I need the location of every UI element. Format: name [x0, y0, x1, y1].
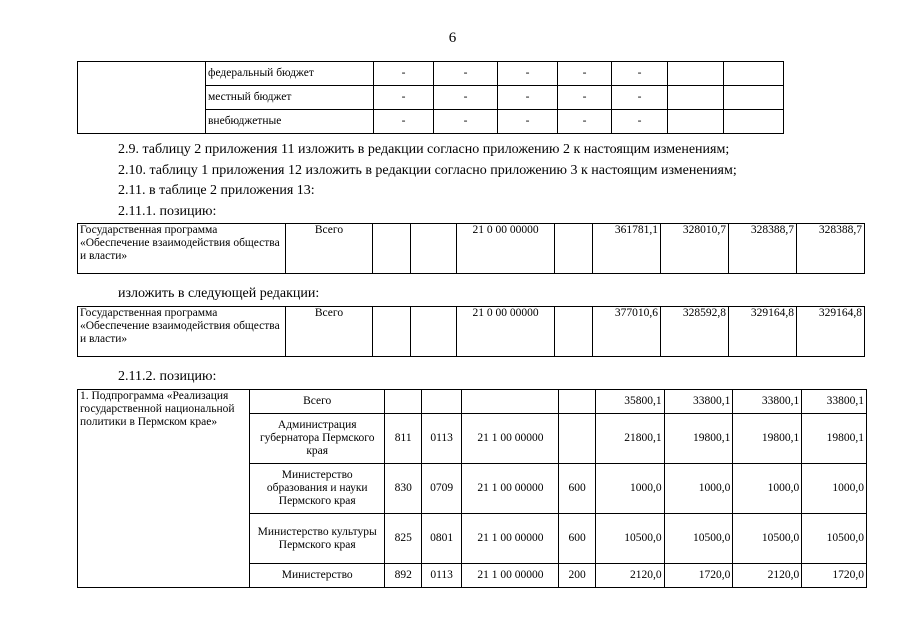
value-cell: 328592,8: [661, 307, 729, 357]
cell: -: [558, 86, 612, 110]
cell: -: [558, 110, 612, 134]
admin-cell: Министерство: [249, 564, 385, 588]
source-label: внебюджетные: [206, 110, 374, 134]
value-cell: 1000,0: [802, 464, 867, 514]
vr-cell: 600: [559, 464, 595, 514]
csr-cell: 21 0 00 00000: [457, 224, 555, 274]
rzpr-cell: [421, 390, 461, 414]
csr-cell: [462, 390, 559, 414]
source-label: местный бюджет: [206, 86, 374, 110]
value-cell: 21800,1: [595, 414, 664, 464]
grbs-cell: 830: [385, 464, 421, 514]
source-label: федеральный бюджет: [206, 62, 374, 86]
page-number: 6: [448, 30, 457, 46]
funding-sources-table: [77, 61, 784, 134]
rzpr-cell: 0113: [421, 564, 461, 588]
value-cell: 33800,1: [802, 390, 867, 414]
value-cell: 1000,0: [595, 464, 664, 514]
value-cell: 1000,0: [664, 464, 733, 514]
rzpr-cell: 0113: [421, 414, 461, 464]
value-cell: 2120,0: [595, 564, 664, 588]
value-cell: 361781,1: [593, 224, 661, 274]
paragraph-new-edition: изложить в следующей редакции:: [118, 286, 320, 301]
value-cell: 35800,1: [595, 390, 664, 414]
cell: [668, 62, 724, 86]
csr-cell: 21 1 00 00000: [462, 564, 559, 588]
rzpr-cell: 0709: [421, 464, 461, 514]
empty-cell: [78, 62, 206, 134]
cell: [724, 62, 784, 86]
value-cell: 33800,1: [733, 390, 802, 414]
cell: -: [612, 62, 668, 86]
grbs-cell: 811: [385, 414, 421, 464]
value-cell: 19800,1: [664, 414, 733, 464]
admin-cell: Всего: [286, 224, 373, 274]
cell: [668, 86, 724, 110]
csr-cell: 21 1 00 00000: [462, 514, 559, 564]
cell: -: [374, 86, 434, 110]
subprogram-name: 1. Подпрограмма «Реализация государственной национальной политики в Пермском крае»: [78, 390, 250, 588]
admin-cell: Всего: [286, 307, 373, 357]
cell: -: [498, 110, 558, 134]
value-cell: 10500,0: [733, 514, 802, 564]
value-cell: 1720,0: [802, 564, 867, 588]
subprogram-table: [77, 389, 867, 588]
paragraph-2-11-1: 2.11.1. позицию:: [118, 204, 217, 219]
paragraph-2-10: 2.10. таблицу 1 приложения 12 изложить в редакции согласно приложению 3 к настоящим изменениям;: [118, 163, 737, 178]
value-cell: 1720,0: [664, 564, 733, 588]
admin-cell: Администрация губернатора Пермского края: [249, 414, 385, 464]
cell: [724, 110, 784, 134]
value-cell: 10500,0: [802, 514, 867, 564]
value-cell: 33800,1: [664, 390, 733, 414]
cell: -: [434, 86, 498, 110]
value-cell: 10500,0: [595, 514, 664, 564]
value-cell: 329164,8: [729, 307, 797, 357]
vr-cell: 600: [559, 514, 595, 564]
vr-cell: [559, 414, 595, 464]
paragraph-2-9: 2.9. таблицу 2 приложения 11 изложить в редакции согласно приложению 2 к настоящим изменениям;: [118, 142, 730, 157]
value-cell: 329164,8: [797, 307, 865, 357]
new-position-table: [77, 306, 865, 357]
value-cell: 19800,1: [733, 414, 802, 464]
value-cell: 328010,7: [661, 224, 729, 274]
grbs-cell: [373, 224, 411, 274]
value-cell: 328388,7: [797, 224, 865, 274]
cell: [724, 86, 784, 110]
cell: -: [434, 62, 498, 86]
paragraph-2-11-2: 2.11.2. позицию:: [118, 369, 217, 384]
cell: -: [434, 110, 498, 134]
admin-cell: Министерство образования и науки Пермского края: [249, 464, 385, 514]
grbs-cell: [373, 307, 411, 357]
vr-cell: 200: [559, 564, 595, 588]
vr-cell: [559, 390, 595, 414]
old-position-table: [77, 223, 865, 274]
grbs-cell: [385, 390, 421, 414]
admin-cell: Всего: [249, 390, 385, 414]
cell: -: [612, 110, 668, 134]
cell: [668, 110, 724, 134]
cell: -: [374, 110, 434, 134]
csr-cell: 21 1 00 00000: [462, 464, 559, 514]
rzpr-cell: 0801: [421, 514, 461, 564]
value-cell: 377010,6: [593, 307, 661, 357]
cell: -: [498, 86, 558, 110]
paragraph-2-11: 2.11. в таблице 2 приложения 13:: [118, 183, 315, 198]
cell: -: [374, 62, 434, 86]
cell: -: [612, 86, 668, 110]
csr-cell: 21 1 00 00000: [462, 414, 559, 464]
vr-cell: [555, 224, 593, 274]
cell: -: [558, 62, 612, 86]
grbs-cell: 892: [385, 564, 421, 588]
program-name: Государственная программа «Обеспечение взаимодействия общества и власти»: [78, 224, 286, 274]
value-cell: 2120,0: [733, 564, 802, 588]
value-cell: 19800,1: [802, 414, 867, 464]
value-cell: 1000,0: [733, 464, 802, 514]
csr-cell: 21 0 00 00000: [457, 307, 555, 357]
value-cell: 10500,0: [664, 514, 733, 564]
grbs-cell: 825: [385, 514, 421, 564]
cell: -: [498, 62, 558, 86]
rzpr-cell: [411, 307, 457, 357]
value-cell: 328388,7: [729, 224, 797, 274]
vr-cell: [555, 307, 593, 357]
rzpr-cell: [411, 224, 457, 274]
program-name: Государственная программа «Обеспечение взаимодействия общества и власти»: [78, 307, 286, 357]
admin-cell: Министерство культуры Пермского края: [249, 514, 385, 564]
